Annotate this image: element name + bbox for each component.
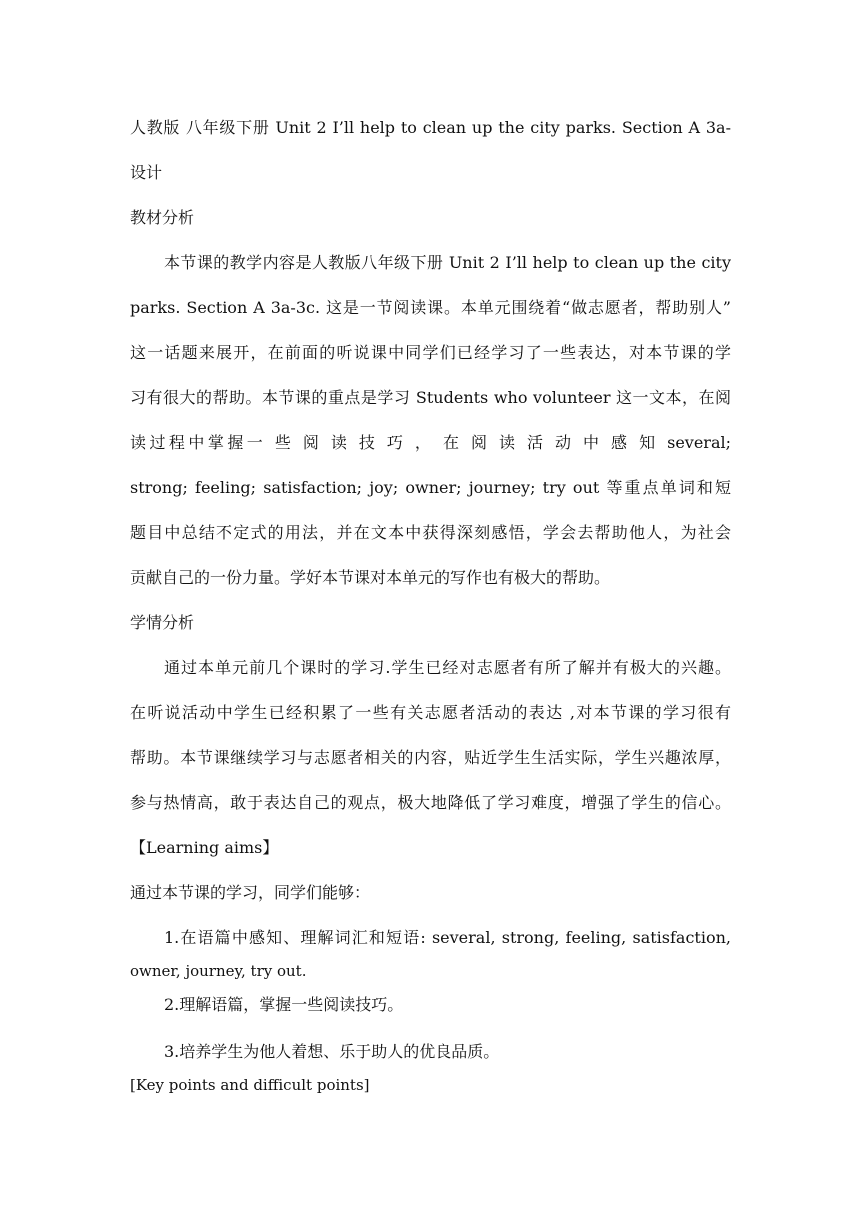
- paragraph-line: 在听说活动中学生已经积累了一些有关志愿者活动的表达 ,对本节课的学习很有: [130, 703, 731, 722]
- section-heading-material-analysis: 教材分析: [130, 208, 195, 227]
- paragraph-line: 题目中总结不定式的用法，并在文本中获得深刻感悟，学会去帮助他人，为社会: [130, 523, 731, 542]
- key-points-heading: [Key points and difficult points]: [130, 1076, 370, 1094]
- document-title-line-1: 人教版 八年级下册 Unit 2 I’ll help to clean up the city parks. Section A 3a-: [130, 118, 731, 137]
- learning-aims-heading: 【Learning aims】: [130, 838, 279, 857]
- paragraph-line: 帮助。本节课继续学习与志愿者相关的内容，贴近学生生活实际，学生兴趣浓厚，: [130, 748, 731, 767]
- paragraph-line: 参与热情高，敢于表达自己的观点，极大地降低了学习难度，增强了学生的信心。: [130, 793, 731, 812]
- paragraph-line: 贡献自己的一份力量。学好本节课对本单元的写作也有极大的帮助。: [130, 568, 611, 587]
- paragraph-line: 这一话题来展开，在前面的听说课中同学们已经学习了一些表达，对本节课的学: [130, 343, 731, 362]
- section-heading-student-analysis: 学情分析: [130, 613, 195, 632]
- paragraph-line: 习有很大的帮助。本节课的重点是学习 Students who volunteer 这一文本，在阅: [130, 388, 731, 407]
- document-title-line-2: 设计: [130, 163, 163, 182]
- aim-item-2: 2.理解语篇，掌握一些阅读技巧。: [164, 995, 404, 1014]
- paragraph-line: strong; feeling; satisfaction; joy; owner; journey; try out 等重点单词和短: [130, 478, 731, 497]
- paragraph-line: 读过程中掌握一 些 阅 读 技 巧 ， 在 阅 读 活 动 中 感 知 several;: [130, 433, 731, 452]
- paragraph-line: 通过本单元前几个课时的学习.学生已经对志愿者有所了解并有极大的兴趣。: [164, 658, 731, 677]
- paragraph-line: 本节课的教学内容是人教版八年级下册 Unit 2 I’ll help to clean up the city: [164, 253, 731, 272]
- paragraph-line: parks. Section A 3a-3c. 这是一节阅读课。本单元围绕着“做志愿者，帮助别人”: [130, 298, 731, 317]
- aim-item-1-line-1: 1.在语篇中感知、理解词汇和短语: several, strong, feeling, satisfaction,: [164, 928, 731, 947]
- learning-aims-intro: 通过本节课的学习，同学们能够：: [130, 883, 371, 902]
- aim-item-3: 3.培养学生为他人着想、乐于助人的优良品质。: [164, 1042, 500, 1061]
- aim-item-1-line-2: owner, journey, try out.: [130, 962, 307, 980]
